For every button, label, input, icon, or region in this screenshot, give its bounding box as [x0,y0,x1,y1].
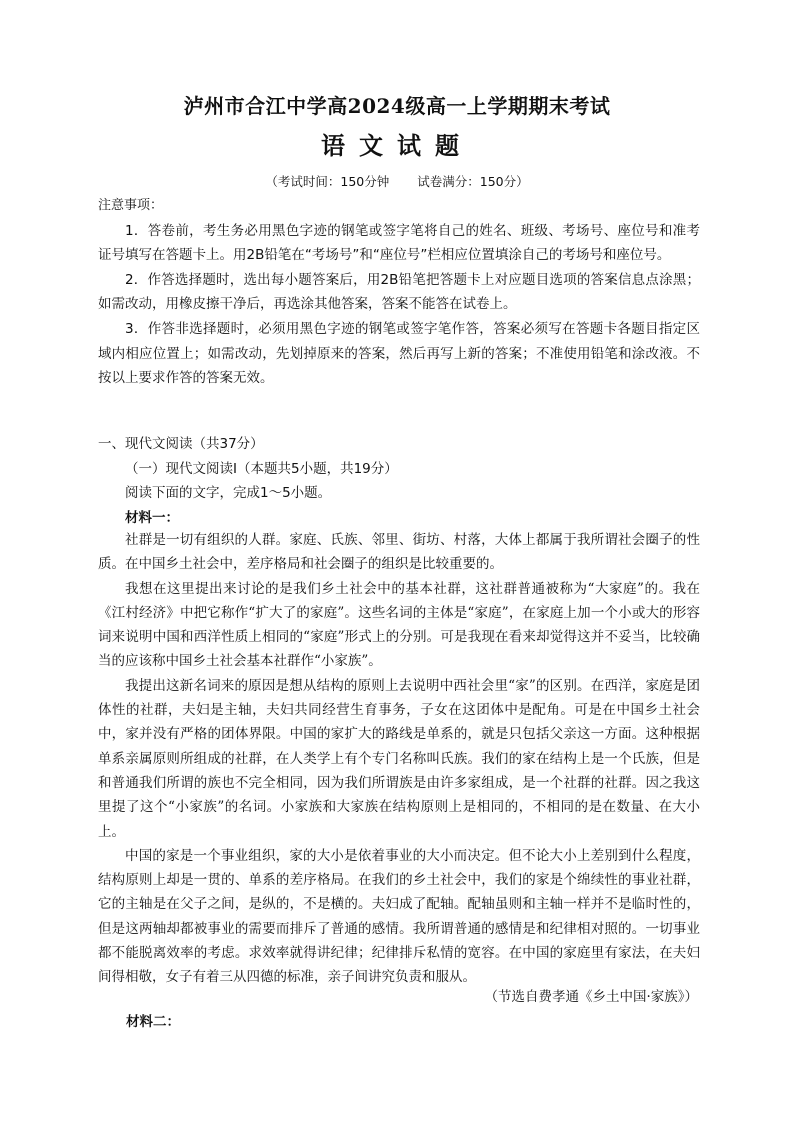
notes-heading: 注意事项： [98,198,164,213]
paragraph: 我想在这里提出来讨论的是我们乡土社会中的基本社群，这社群普通被称为“大家庭”的。我在《江村经济》中把它称作“扩大了的家庭”。这些名词的主体是“家庭”，在家庭上加一个小或大的形容词来说明中国和西洋性质上相同的“家庭”形式上的分别。可是我现在看来却觉得这并不妥当，比较确当的应该称中国乡土社会基本社群作“小家族”。 [98,580,700,670]
note-item: 1．答卷前，考生务必用黑色字迹的钢笔或签字笔将自己的姓名、班级、考场号、座位号和准考证号填写在答题卡上。用2B铅笔在“考场号”和“座位号”栏相应位置填涂自己的考场号和座位号。 [98,222,700,264]
paragraph: 我提出这新名词来的原因是想从结构的原则上去说明中西社会里“家”的区别。在西洋，家庭是团体性的社群，夫妇是主轴，夫妇共同经营生育事务，子女在这团体中是配角。可是在中国乡土社会中，家并没有严格的团体界限。中国的家扩大的路线是单系的，就是只包括父亲这一方面。这种根据单系亲属原则所组成的社群，在人类学上有个专门名称叫氏族。我们的家在结构上是一个氏族，但是和普通我们所谓的族也不完全相同，因为我们所谓族是由许多家组成，是一个社群的社群。因之我这里提了这个“小家族”的名词。小家族和大家族在结构原则上是相同的，不相同的是在数量、在大小上。 [98,677,700,840]
section-subheading: （一）现代文阅读Ⅰ（本题共5小题，共19分） [125,460,398,477]
reading-section-header [98,432,700,530]
exam-info [0,172,794,190]
full-score: 试卷满分：150分） [417,174,529,189]
exam-subject-title: 语文试题 [321,131,473,160]
source-citation: （节选自费孝通《乡土中国·家族》） [484,989,698,1005]
section-instruction: 阅读下面的文字，完成1～5小题。 [125,485,332,502]
exam-title: 泸州市合江中学高2024级高一上学期期末考试 [183,94,611,118]
material1-text [98,528,700,990]
material2-label: 材料二： [126,1014,180,1030]
exam-time: （考试时间：150分钟 [265,174,390,189]
material1-label: 材料一： [125,509,179,526]
paragraph: 社群是一切有组织的人群。家庭、氏族、邻里、街坊、村落，大体上都属于我所谓社会圈子的性质。在中国乡土社会中，差序格局和社会圈子的组织是比较重要的。 [98,532,700,573]
section-heading: 一、现代文阅读（共37分） [98,436,264,452]
paragraph: 中国的家是一个事业组织，家的大小是依着事业的大小而决定。但不论大小上差别到什么程度，结构原则上却是一贯的、单系的差序格局。在我们的乡土社会中，我们的家是个绵续性的事业社群，它的主轴是在父子之间，是纵的，不是横的。夫妇成了配轴。配轴虽则和主轴一样并不是临时性的，但是这两轴却都被事业的需要而排斥了普通的感情。我所谓普通的感情是和纪律相对照的。一切事业都不能脱离效率的考虑。求效率就得讲纪律；纪律排斥私情的宽容。在中国的家庭里有家法，在夫妇间得相敬，女子有着三从四德的标准，亲子间讲究负责和服从。 [98,847,700,986]
note-item: 2．作答选择题时，选出每小题答案后，用2B铅笔把答题卡上对应题目选项的答案信息点涂黑；如需改动，用橡皮擦干净后，再选涂其他答案，答案不能答在试卷上。 [98,271,700,313]
notes-section [98,194,700,391]
note-item: 3．作答非选择题时，必须用黑色字迹的钢笔或签字笔作答，答案必须写在答题卡各题目指定区域内相应位置上；如需改动，先划掉原来的答案，然后再写上新的答案；不准使用铅笔和涂改液。不按以上要求作答的答案无效。 [98,320,700,387]
